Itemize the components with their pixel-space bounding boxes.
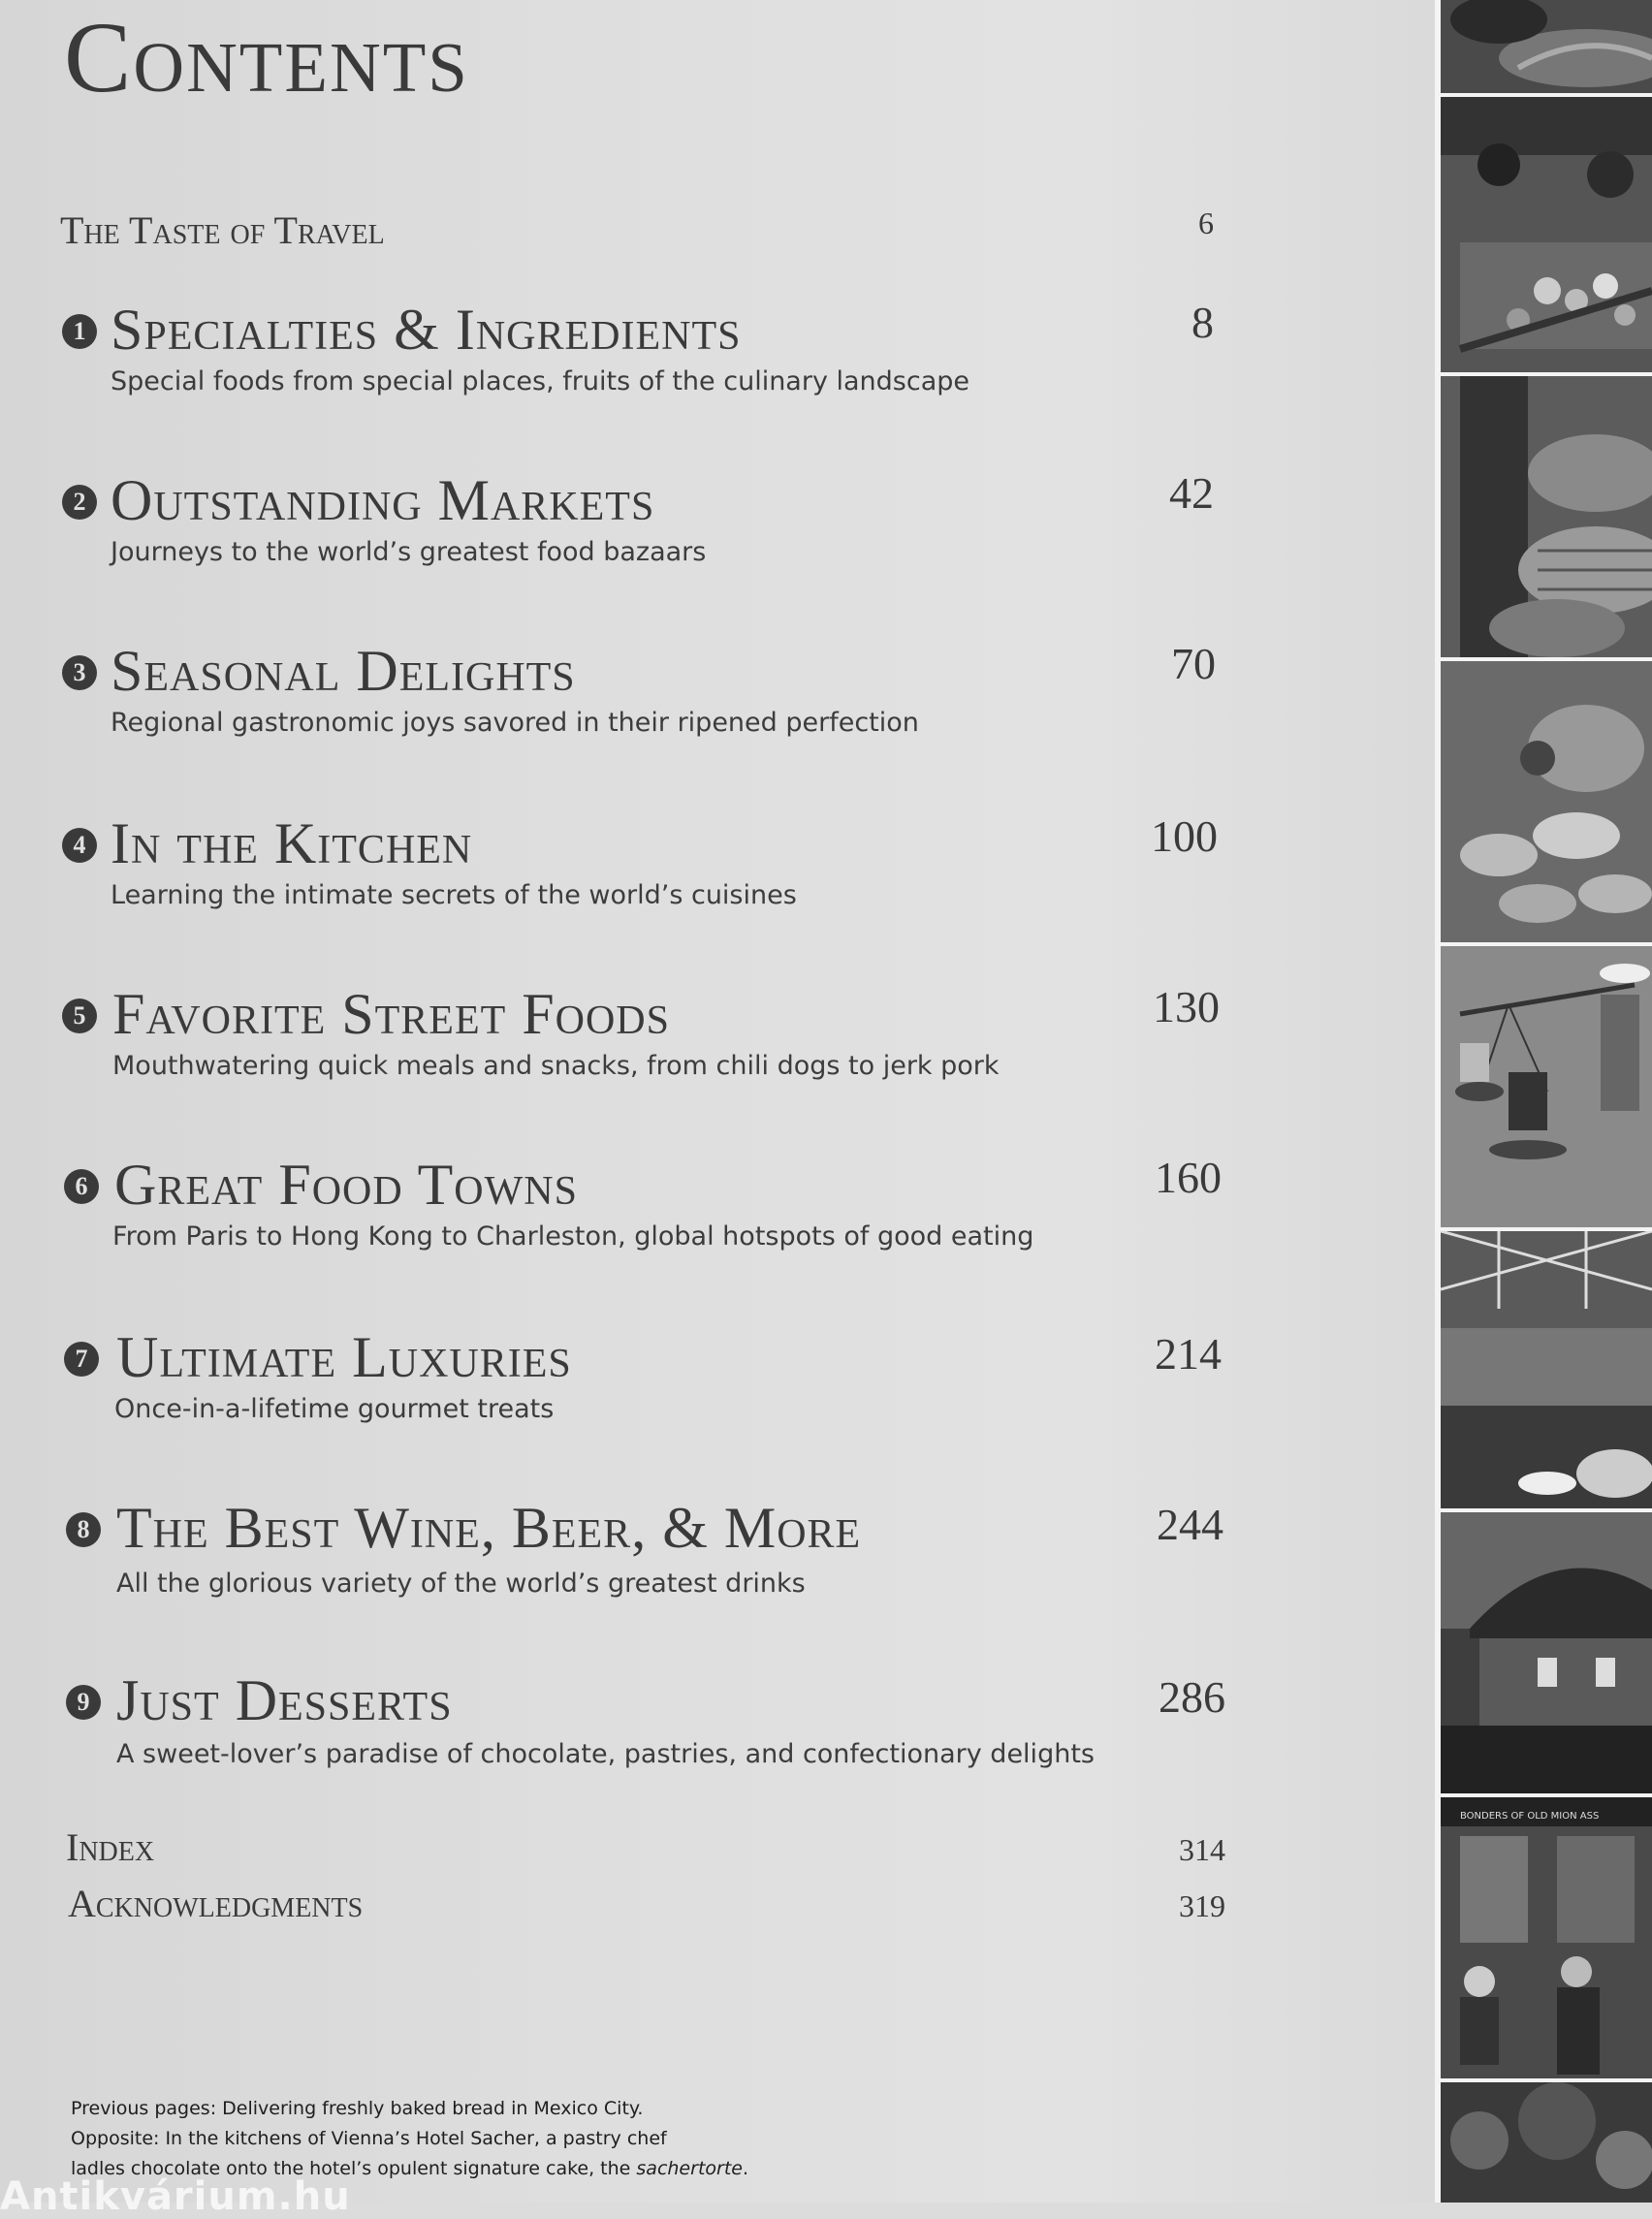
photo-produce: [1441, 2082, 1652, 2203]
chapter-subtitle: Journeys to the world’s greatest food bazaars: [111, 537, 707, 567]
chapter-page-number: 214: [1155, 1329, 1222, 1379]
page-title: Contents: [64, 2, 469, 113]
photo-market-hall: [1441, 1231, 1652, 1508]
chapter-page-number: 286: [1159, 1672, 1225, 1722]
photo-shop-interior-image: [1441, 1797, 1652, 2078]
photo-woven-baskets: [1441, 376, 1652, 657]
toc-intro-label: The Taste of Travel: [60, 208, 385, 252]
chapter-subtitle: Regional gastronomic joys savored in their ripened perfection: [111, 708, 919, 738]
caption-line-previous: Previous pages: Delivering freshly baked bread in Mexico City.: [71, 2098, 644, 2119]
chapter-page-number: 42: [1169, 468, 1214, 518]
chapter-subtitle: Once-in-a-lifetime gourmet treats: [114, 1394, 555, 1424]
toc-index-label[interactable]: Index: [66, 1825, 155, 1869]
chapter-page-number: 130: [1153, 982, 1220, 1031]
chapter-number-badge: 5: [62, 999, 97, 1033]
chapter-subtitle: Special foods from special places, fruits of the culinary landscape: [111, 366, 970, 396]
chapter-title: The Best Wine, Beer, & More: [116, 1496, 862, 1560]
chapter-title: Specialties & Ingredients: [111, 298, 742, 362]
chapter-subtitle: From Paris to Hong Kong to Charleston, global hotspots of good eating: [112, 1221, 1034, 1252]
photo-baskets: [1441, 0, 1652, 93]
chapter-subtitle: All the glorious variety of the world’s greatest drinks: [116, 1569, 806, 1599]
caption-text: ladles chocolate onto the hotel’s opulent signature cake, the: [71, 2158, 637, 2179]
photo-woven-baskets-image: [1441, 376, 1652, 657]
chapter-number-badge: 9: [66, 1685, 101, 1720]
photo-dumplings: [1441, 661, 1652, 942]
chapter-number-badge: 3: [62, 655, 97, 690]
chapter-title: Outstanding Markets: [111, 468, 655, 532]
chapter-number-badge: 4: [62, 828, 97, 863]
chapter-number-badge: 2: [62, 485, 97, 520]
chapter-title: Seasonal Delights: [111, 639, 576, 703]
photo-produce-image: [1441, 2082, 1652, 2203]
caption-italic-term: sachertorte: [636, 2158, 743, 2179]
chapter-page-number: 8: [1191, 298, 1214, 347]
chapter-title: Just Desserts: [116, 1668, 453, 1732]
chapter-subtitle: Mouthwatering quick meals and snacks, from chili dogs to jerk pork: [112, 1051, 1000, 1081]
watermark: Antikvárium.hu: [0, 2174, 351, 2219]
photo-thatched-hut-image: [1441, 1512, 1652, 1793]
photo-baskets-image: [1441, 0, 1652, 93]
chapter-number-badge: 7: [64, 1342, 99, 1377]
chapter-subtitle: Learning the intimate secrets of the world’s cuisines: [111, 880, 797, 910]
chapter-number-badge: 1: [62, 314, 97, 349]
photo-market-hall-image: [1441, 1231, 1652, 1508]
chapter-title: Favorite Street Foods: [112, 982, 670, 1046]
chapter-title: In the Kitchen: [111, 811, 473, 875]
chapter-title: Great Food Towns: [114, 1153, 578, 1217]
photo-thatched-hut: [1441, 1512, 1652, 1793]
chapter-page-number: 160: [1155, 1153, 1222, 1202]
caption-punct: .: [742, 2158, 749, 2179]
toc-acknowledgments-page: 319: [1179, 1888, 1225, 1923]
photo-dumplings-image: [1441, 661, 1652, 942]
chapter-number-badge: 6: [64, 1169, 99, 1204]
photo-caption: [71, 2094, 748, 2184]
caption-line-opposite: Opposite: In the kitchens of Vienna’s Hotel Sacher, a pastry chef: [71, 2128, 667, 2149]
chapter-number-badge: 8: [66, 1512, 101, 1547]
photo-strip: [1435, 0, 1652, 2203]
chapter-subtitle: A sweet-lover’s paradise of chocolate, pastries, and confectionary delights: [116, 1739, 1095, 1769]
toc-intro-page: 6: [1198, 206, 1214, 240]
toc-index-page: 314: [1179, 1832, 1225, 1867]
photo-shop-interior: [1441, 1797, 1652, 2078]
photo-street-vendor: [1441, 946, 1652, 1227]
photo-market-vendor-image: [1441, 97, 1652, 372]
toc-acknowledgments-label[interactable]: Acknowledgments: [68, 1882, 364, 1925]
photo-market-vendor: [1441, 97, 1652, 372]
photo-street-vendor-image: [1441, 946, 1652, 1227]
shop-sign-text: BONDERS OF OLD MION ASS: [1460, 1811, 1600, 1822]
chapter-page-number: 100: [1151, 811, 1218, 861]
chapter-title: Ultimate Luxuries: [116, 1325, 572, 1389]
chapter-page-number: 70: [1171, 639, 1216, 688]
chapter-page-number: 244: [1157, 1500, 1223, 1549]
